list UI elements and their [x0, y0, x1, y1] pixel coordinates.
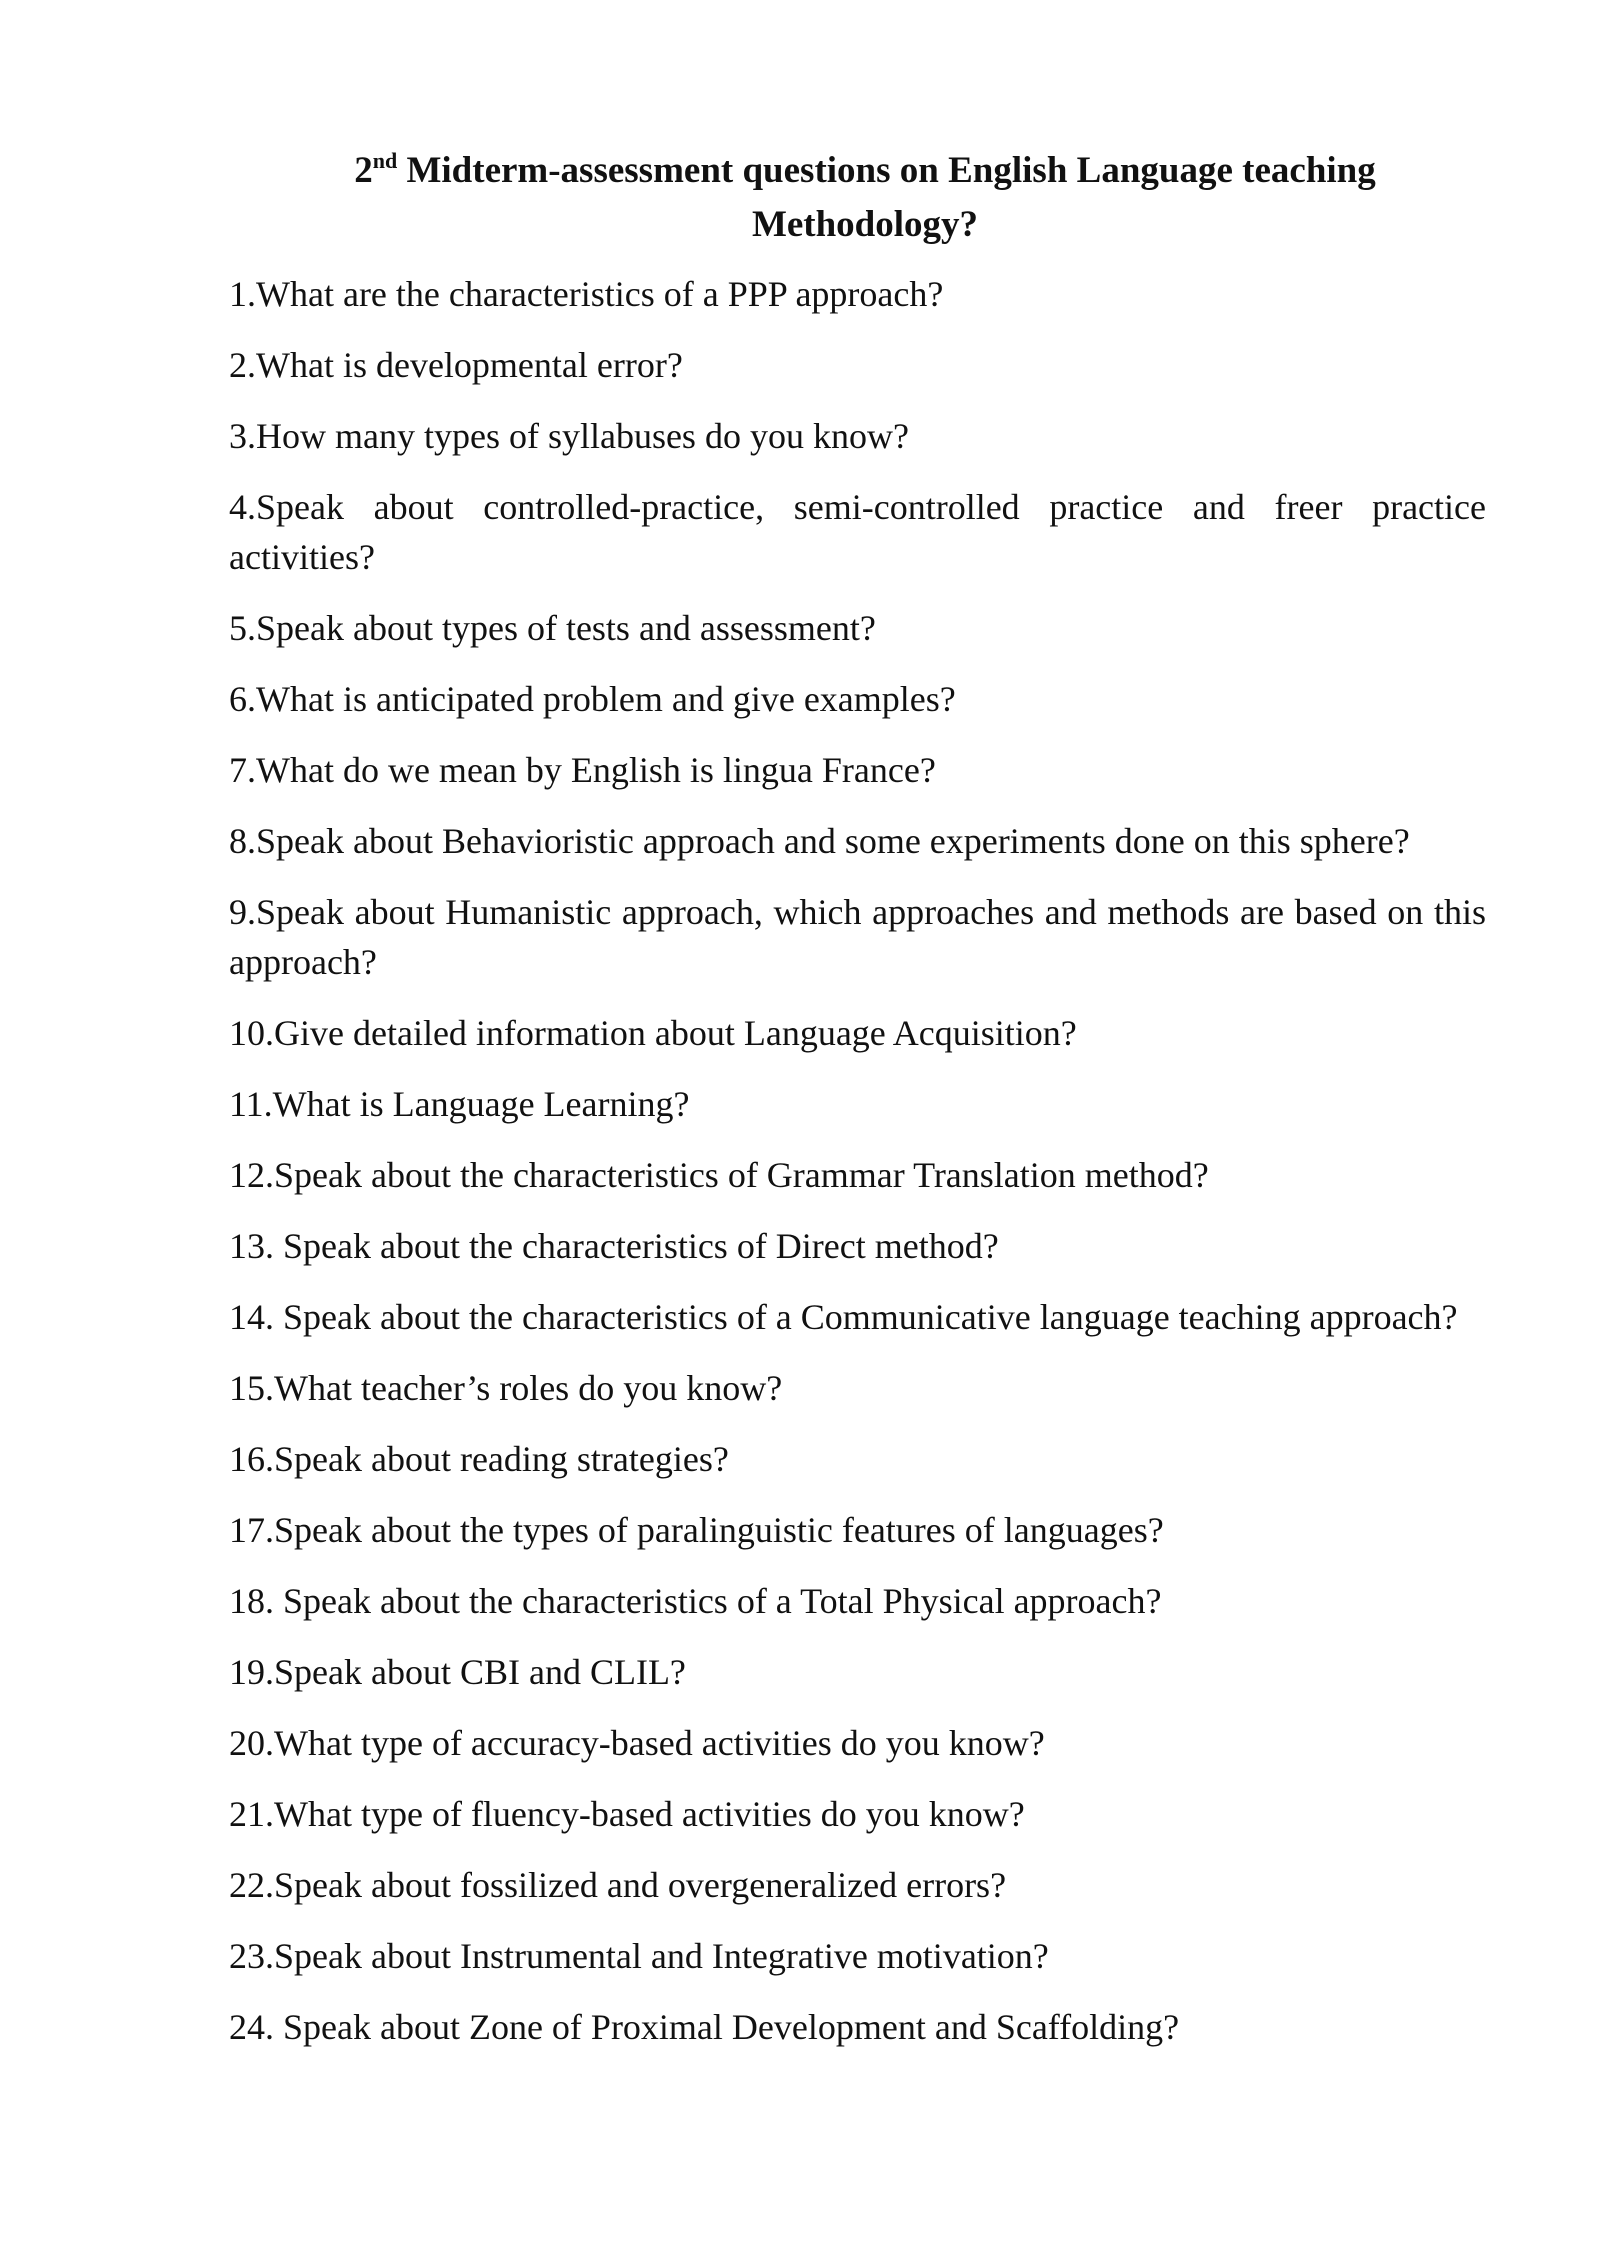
- question-item-8: 8.Speak about Behavioristic approach and some experiments done on this sphere?: [229, 821, 1410, 861]
- page-title: [300, 146, 1430, 250]
- question-item-14: 14. Speak about the characteristics of a Communicative language teaching approach?: [229, 1297, 1458, 1337]
- question-item-4: 4.Speak about controlled-practice, semi-controlled practice and freer practice activities?: [229, 487, 1486, 577]
- question-item-9: 9.Speak about Humanistic approach, which approaches and methods are based on this approach?: [229, 892, 1486, 982]
- title-line2: Methodology?: [751, 204, 979, 245]
- question-list: [229, 269, 1486, 2073]
- question-item-2: 2.What is developmental error?: [229, 345, 683, 385]
- question-item-7: 7.What do we mean by English is lingua France?: [229, 750, 936, 790]
- title-line1: Midterm-assessment questions on English Language teaching: [397, 150, 1376, 191]
- question-item-21: 21.What type of fluency-based activities do you know?: [229, 1794, 1025, 1834]
- question-item-18: 18. Speak about the characteristics of a Total Physical approach?: [229, 1581, 1162, 1621]
- question-item-1: 1.What are the characteristics of a PPP approach?: [229, 274, 944, 314]
- title-ordinal-number: 2: [354, 150, 373, 191]
- question-item-13: 13. Speak about the characteristics of Direct method?: [229, 1226, 999, 1266]
- question-item-23: 23.Speak about Instrumental and Integrative motivation?: [229, 1936, 1049, 1976]
- question-item-24: 24. Speak about Zone of Proximal Development and Scaffolding?: [229, 2007, 1180, 2047]
- question-item-20: 20.What type of accuracy-based activities do you know?: [229, 1723, 1045, 1763]
- question-item-3: 3.How many types of syllabuses do you know?: [229, 416, 909, 456]
- question-item-16: 16.Speak about reading strategies?: [229, 1439, 729, 1479]
- question-item-19: 19.Speak about CBI and CLIL?: [229, 1652, 686, 1692]
- question-item-12: 12.Speak about the characteristics of Grammar Translation method?: [229, 1155, 1209, 1195]
- question-item-11: 11.What is Language Learning?: [229, 1084, 690, 1124]
- question-item-22: 22.Speak about fossilized and overgeneralized errors?: [229, 1865, 1007, 1905]
- question-item-5: 5.Speak about types of tests and assessment?: [229, 608, 876, 648]
- title-ordinal-suffix: nd: [372, 148, 398, 173]
- question-item-6: 6.What is anticipated problem and give examples?: [229, 679, 956, 719]
- question-item-15: 15.What teacher’s roles do you know?: [229, 1368, 783, 1408]
- question-item-17: 17.Speak about the types of paralinguistic features of languages?: [229, 1510, 1164, 1550]
- question-item-10: 10.Give detailed information about Language Acquisition?: [229, 1013, 1077, 1053]
